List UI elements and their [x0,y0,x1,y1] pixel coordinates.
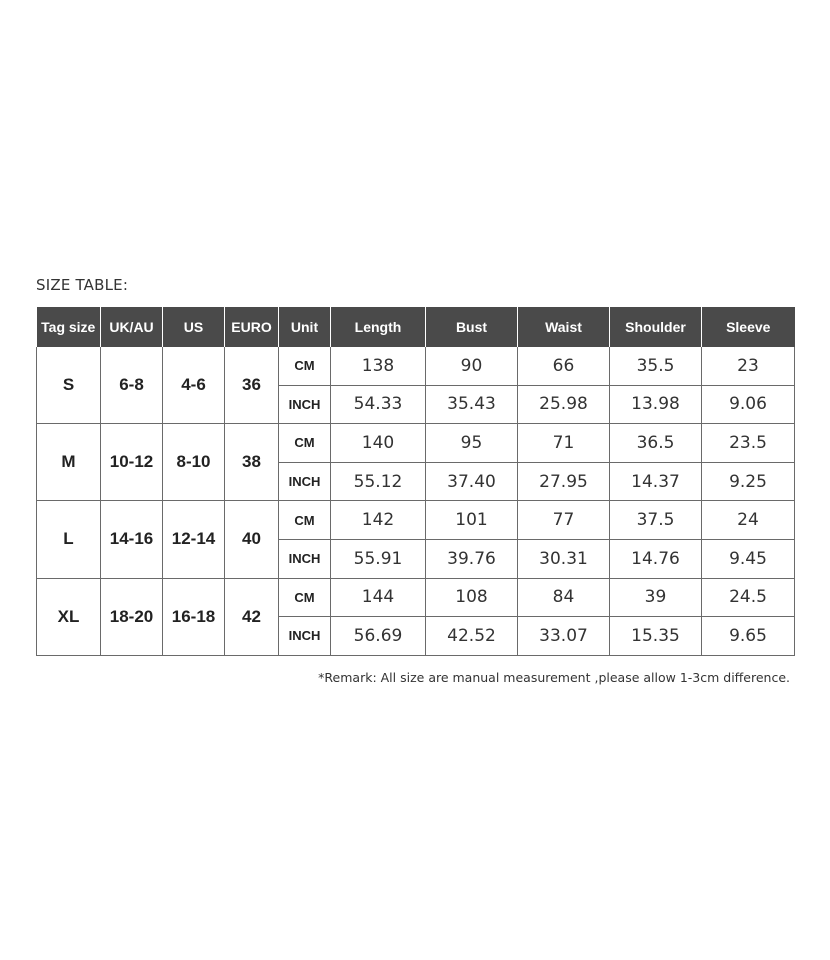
waist-value-cell: 66 [518,347,610,385]
unit-cell: CM [279,347,331,385]
waist-value-cell: 30.31 [518,539,610,578]
waist-value-cell: 25.98 [518,385,610,424]
header-shoulder: Shoulder [610,307,702,347]
length-value-cell: 138 [331,347,426,385]
table-row [37,347,795,385]
waist-value-cell: 27.95 [518,462,610,501]
bust-value-cell: 108 [426,578,518,617]
sleeve-value-cell: 24.5 [702,578,795,617]
shoulder-value-cell: 14.37 [610,462,702,501]
shoulder-value-cell: 37.5 [610,501,702,540]
unit-cell: CM [279,578,331,617]
shoulder-value-cell: 39 [610,578,702,617]
table-row [37,578,795,617]
uk-au-cell: 6-8 [101,347,163,424]
table-row [37,501,795,540]
shoulder-value-cell: 14.76 [610,539,702,578]
euro-cell: 36 [225,347,279,424]
header-row [37,307,795,347]
header-sleeve: Sleeve [702,307,795,347]
bust-value-cell: 35.43 [426,385,518,424]
header-tag-size: Tag size [37,307,101,347]
sleeve-value-cell: 9.25 [702,462,795,501]
waist-value-cell: 33.07 [518,617,610,656]
us-cell: 12-14 [163,501,225,578]
length-value-cell: 55.91 [331,539,426,578]
uk-au-cell: 10-12 [101,424,163,501]
header-euro: EURO [225,307,279,347]
uk-au-cell: 18-20 [101,578,163,655]
sleeve-value-cell: 23.5 [702,424,795,463]
length-value-cell: 140 [331,424,426,463]
length-value-cell: 55.12 [331,462,426,501]
waist-value-cell: 84 [518,578,610,617]
us-cell: 8-10 [163,424,225,501]
header-bust: Bust [426,307,518,347]
remark-note: *Remark: All size are manual measurement ,please allow 1-3cm difference. [318,670,790,685]
length-value-cell: 144 [331,578,426,617]
waist-value-cell: 71 [518,424,610,463]
shoulder-value-cell: 35.5 [610,347,702,385]
bust-value-cell: 90 [426,347,518,385]
bust-value-cell: 37.40 [426,462,518,501]
length-value-cell: 142 [331,501,426,540]
shoulder-value-cell: 15.35 [610,617,702,656]
tag-size-cell: XL [37,578,101,655]
uk-au-cell: 14-16 [101,501,163,578]
us-cell: 16-18 [163,578,225,655]
header-us: US [163,307,225,347]
bust-value-cell: 39.76 [426,539,518,578]
sleeve-value-cell: 23 [702,347,795,385]
unit-cell: INCH [279,462,331,501]
euro-cell: 38 [225,424,279,501]
length-value-cell: 56.69 [331,617,426,656]
bust-value-cell: 95 [426,424,518,463]
euro-cell: 42 [225,578,279,655]
us-cell: 4-6 [163,347,225,424]
tag-size-cell: L [37,501,101,578]
shoulder-value-cell: 36.5 [610,424,702,463]
size-table-title: SIZE TABLE: [36,276,129,294]
unit-cell: INCH [279,385,331,424]
unit-cell: CM [279,424,331,463]
table-body [37,347,795,655]
waist-value-cell: 77 [518,501,610,540]
bust-value-cell: 42.52 [426,617,518,656]
sleeve-value-cell: 9.45 [702,539,795,578]
sleeve-value-cell: 9.06 [702,385,795,424]
length-value-cell: 54.33 [331,385,426,424]
tag-size-cell: M [37,424,101,501]
size-table [36,307,795,656]
shoulder-value-cell: 13.98 [610,385,702,424]
table-row [37,424,795,463]
unit-cell: INCH [279,539,331,578]
sleeve-value-cell: 9.65 [702,617,795,656]
header-length: Length [331,307,426,347]
bust-value-cell: 101 [426,501,518,540]
unit-cell: INCH [279,617,331,656]
header-unit: Unit [279,307,331,347]
header-waist: Waist [518,307,610,347]
tag-size-cell: S [37,347,101,424]
sleeve-value-cell: 24 [702,501,795,540]
header-uk-au: UK/AU [101,307,163,347]
euro-cell: 40 [225,501,279,578]
unit-cell: CM [279,501,331,540]
